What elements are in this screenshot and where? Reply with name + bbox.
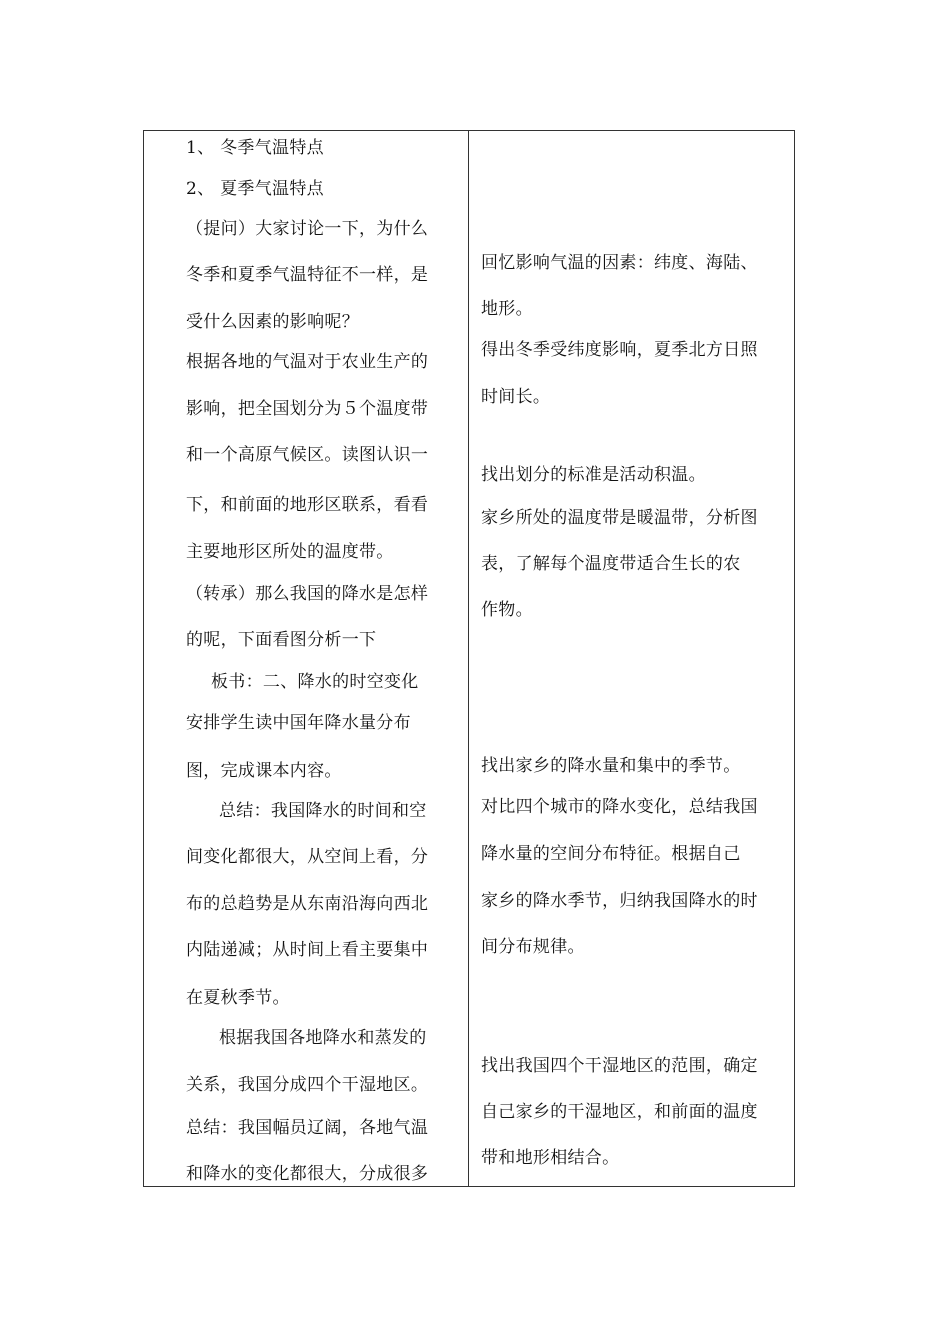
text-line: 家乡的降水季节，归纳我国降水的时 [481,891,758,911]
text-line: 找出我国四个干湿地区的范围，确定 [481,1056,758,1076]
text-line: 总结：我国降水的时间和空 [219,801,427,821]
text-line: 降水量的空间分布特征。根据自己 [481,844,741,864]
text-line: 和一个高原气候区。读图认识一 [186,445,429,465]
text-line: 的呢，下面看图分析一下 [186,630,377,650]
text-line: 回忆影响气温的因素：纬度、海陆、 [481,253,758,273]
text-line: 地形。 [481,299,533,319]
text-line: 布的总趋势是从东南沿海向西北 [186,894,429,914]
text-line: 板书：二、降水的时空变化 [211,672,419,692]
text-line: 间变化都很大，从空间上看，分 [186,847,429,867]
text-line: 找出划分的标准是活动积温。 [481,465,706,485]
text-line: 得出冬季受纬度影响，夏季北方日照 [481,340,758,360]
text-line: 找出家乡的降水量和集中的季节。 [481,756,741,776]
text-line: 在夏秋季节。 [186,988,290,1008]
text-line: 家乡所处的温度带是暖温带，分析图 [481,508,758,528]
text-line: 根据各地的气温对于农业生产的 [186,352,429,372]
text-line: 根据我国各地降水和蒸发的 [219,1028,427,1048]
lesson-plan-table [143,130,795,1187]
text-line: 作物。 [481,600,533,620]
text-line: 2、 夏季气温特点 [186,179,324,199]
text-line: 内陆递减；从时间上看主要集中 [186,940,429,960]
text-line: 影响，把全国划分为５个温度带 [186,399,429,419]
column-divider [468,131,469,1186]
text-line: 时间长。 [481,387,551,407]
text-line: 和降水的变化都很大，分成很多 [186,1164,429,1184]
text-line: （转承）那么我国的降水是怎样 [186,584,429,604]
text-line: 对比四个城市的降水变化，总结我国 [481,797,758,817]
text-line: 1、 冬季气温特点 [186,138,324,158]
text-line: 受什么因素的影响呢？ [186,312,359,332]
text-line: 表，了解每个温度带适合生长的农 [481,554,741,574]
text-line: （提问）大家讨论一下，为什么 [186,219,429,239]
text-line: 安排学生读中国年降水量分布 [186,713,411,733]
text-line: 总结：我国幅员辽阔，各地气温 [186,1118,429,1138]
text-line: 下，和前面的地形区联系，看看 [186,495,429,515]
text-line: 间分布规律。 [481,937,585,957]
text-line: 关系，我国分成四个干湿地区。 [186,1075,429,1095]
text-line: 自己家乡的干湿地区，和前面的温度 [481,1102,758,1122]
text-line: 主要地形区所处的温度带。 [186,542,394,562]
text-line: 冬季和夏季气温特征不一样，是 [186,265,429,285]
text-line: 带和地形相结合。 [481,1148,620,1168]
text-line: 图，完成课本内容。 [186,761,342,781]
